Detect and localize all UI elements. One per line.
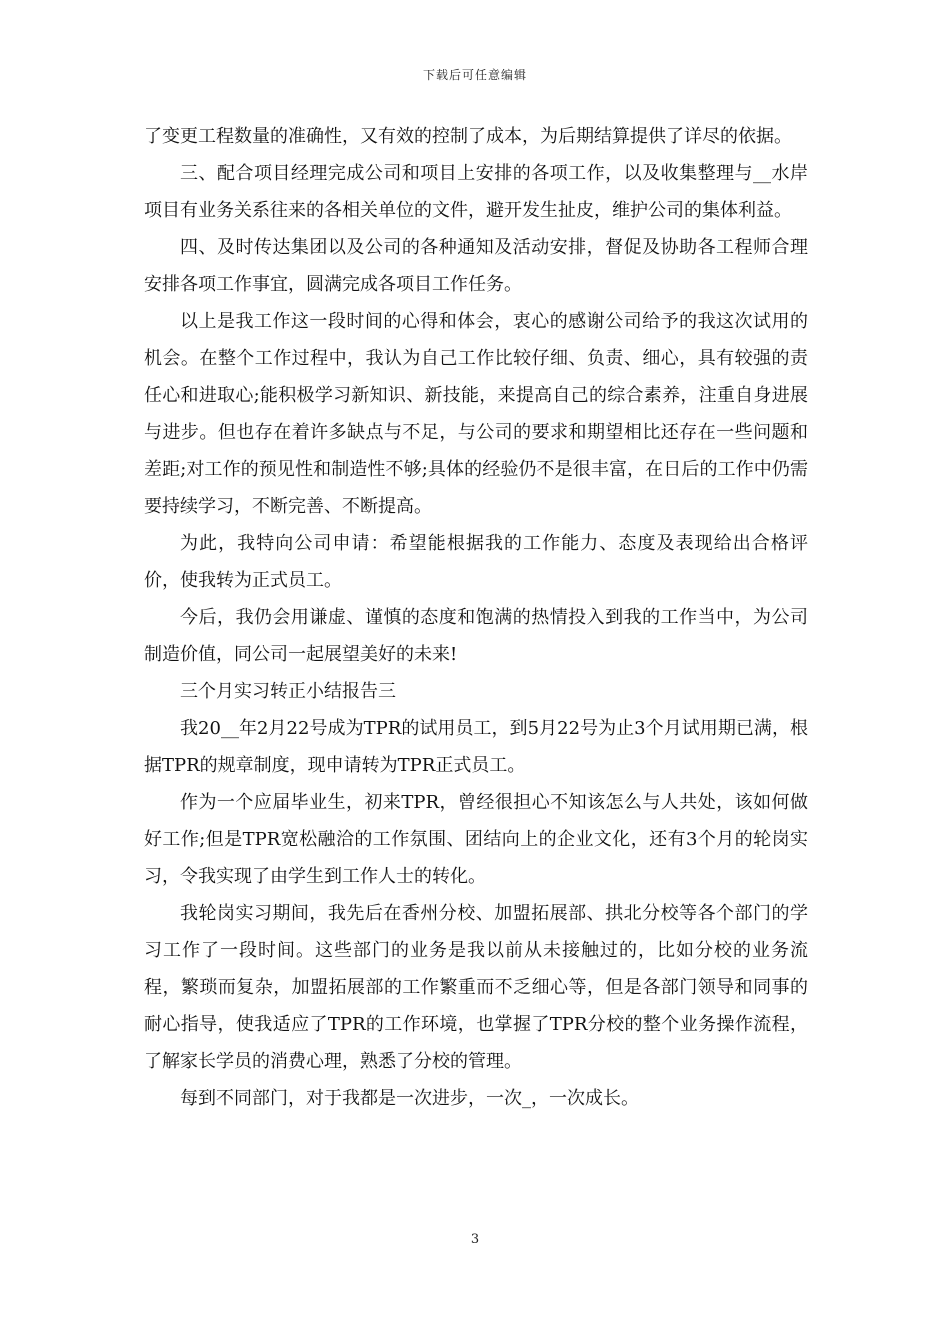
paragraph: 我20__年2月22号成为TPR的试用员工，到5月22号为止3个月试用期已满，根据TPR的规章制度，现申请转为TPR正式员工。 (144, 718, 808, 776)
page-number: 3 (470, 1232, 480, 1247)
paragraph: 以上是我工作这一段时间的心得和体会，衷心的感谢公司给予的我这次试用的机会。在整个工作过程中，我认为自己工作比较仔细、负责、细心，具有较强的责任心和进取心;能积极学习新知识、新技能，来提高自己的综合素养，注重自身进展与进步。但也存在着许多缺点与不足，与公司的要求和期望相比还存在一些问题和差距;对工作的预见性和制造性不够;具体的经验仍不是很丰富，在日后的工作中仍需要持续学习，不断完善、不断提高。 (144, 311, 808, 517)
paragraph: 三、配合项目经理完成公司和项目上安排的各项工作，以及收集整理与__水岸项目有业务关系往来的各相关单位的文件，避开发生扯皮，维护公司的集体利益。 (144, 163, 808, 221)
page-header: 下载后可任意编辑 (422, 68, 527, 82)
paragraph: 我轮岗实习期间，我先后在香州分校、加盟拓展部、拱北分校等各个部门的学习工作了一段时间。这些部门的业务是我以前从未接触过的，比如分校的业务流程，繁琐而复杂，加盟拓展部的工作繁重而不乏细心等，但是各部门领导和同事的耐心指导，使我适应了TPR的工作环境，也掌握了TPR分校的整个业务操作流程，了解家长学员的消费心理，熟悉了分校的管理。 (144, 903, 808, 1072)
section-heading: 三个月实习转正小结报告三 (180, 681, 396, 702)
paragraph: 为此，我特向公司申请：希望能根据我的工作能力、态度及表现给出合格评价，使我转为正式员工。 (144, 533, 808, 591)
paragraph: 四、及时传达集团以及公司的各种通知及活动安排，督促及协助各工程师合理安排各项工作事宜，圆满完成各项目工作任务。 (144, 237, 808, 295)
paragraph: 作为一个应届毕业生，初来TPR，曾经很担心不知该怎么与人共处，该如何做好工作;但是TPR宽松融洽的工作氛围、团结向上的企业文化，还有3个月的轮岗实习，令我实现了由学生到工作人士的转化。 (144, 792, 808, 887)
paragraph: 每到不同部门，对于我都是一次进步，一次_，一次成长。 (180, 1088, 639, 1109)
paragraph: 今后，我仍会用谦虚、谨慎的态度和饱满的热情投入到我的工作当中，为公司制造价值，同公司一起展望美好的未来! (144, 607, 808, 665)
paragraph: 了变更工程数量的准确性，又有效的控制了成本，为后期结算提供了详尽的依据。 (144, 126, 792, 147)
document-body (144, 118, 808, 1117)
